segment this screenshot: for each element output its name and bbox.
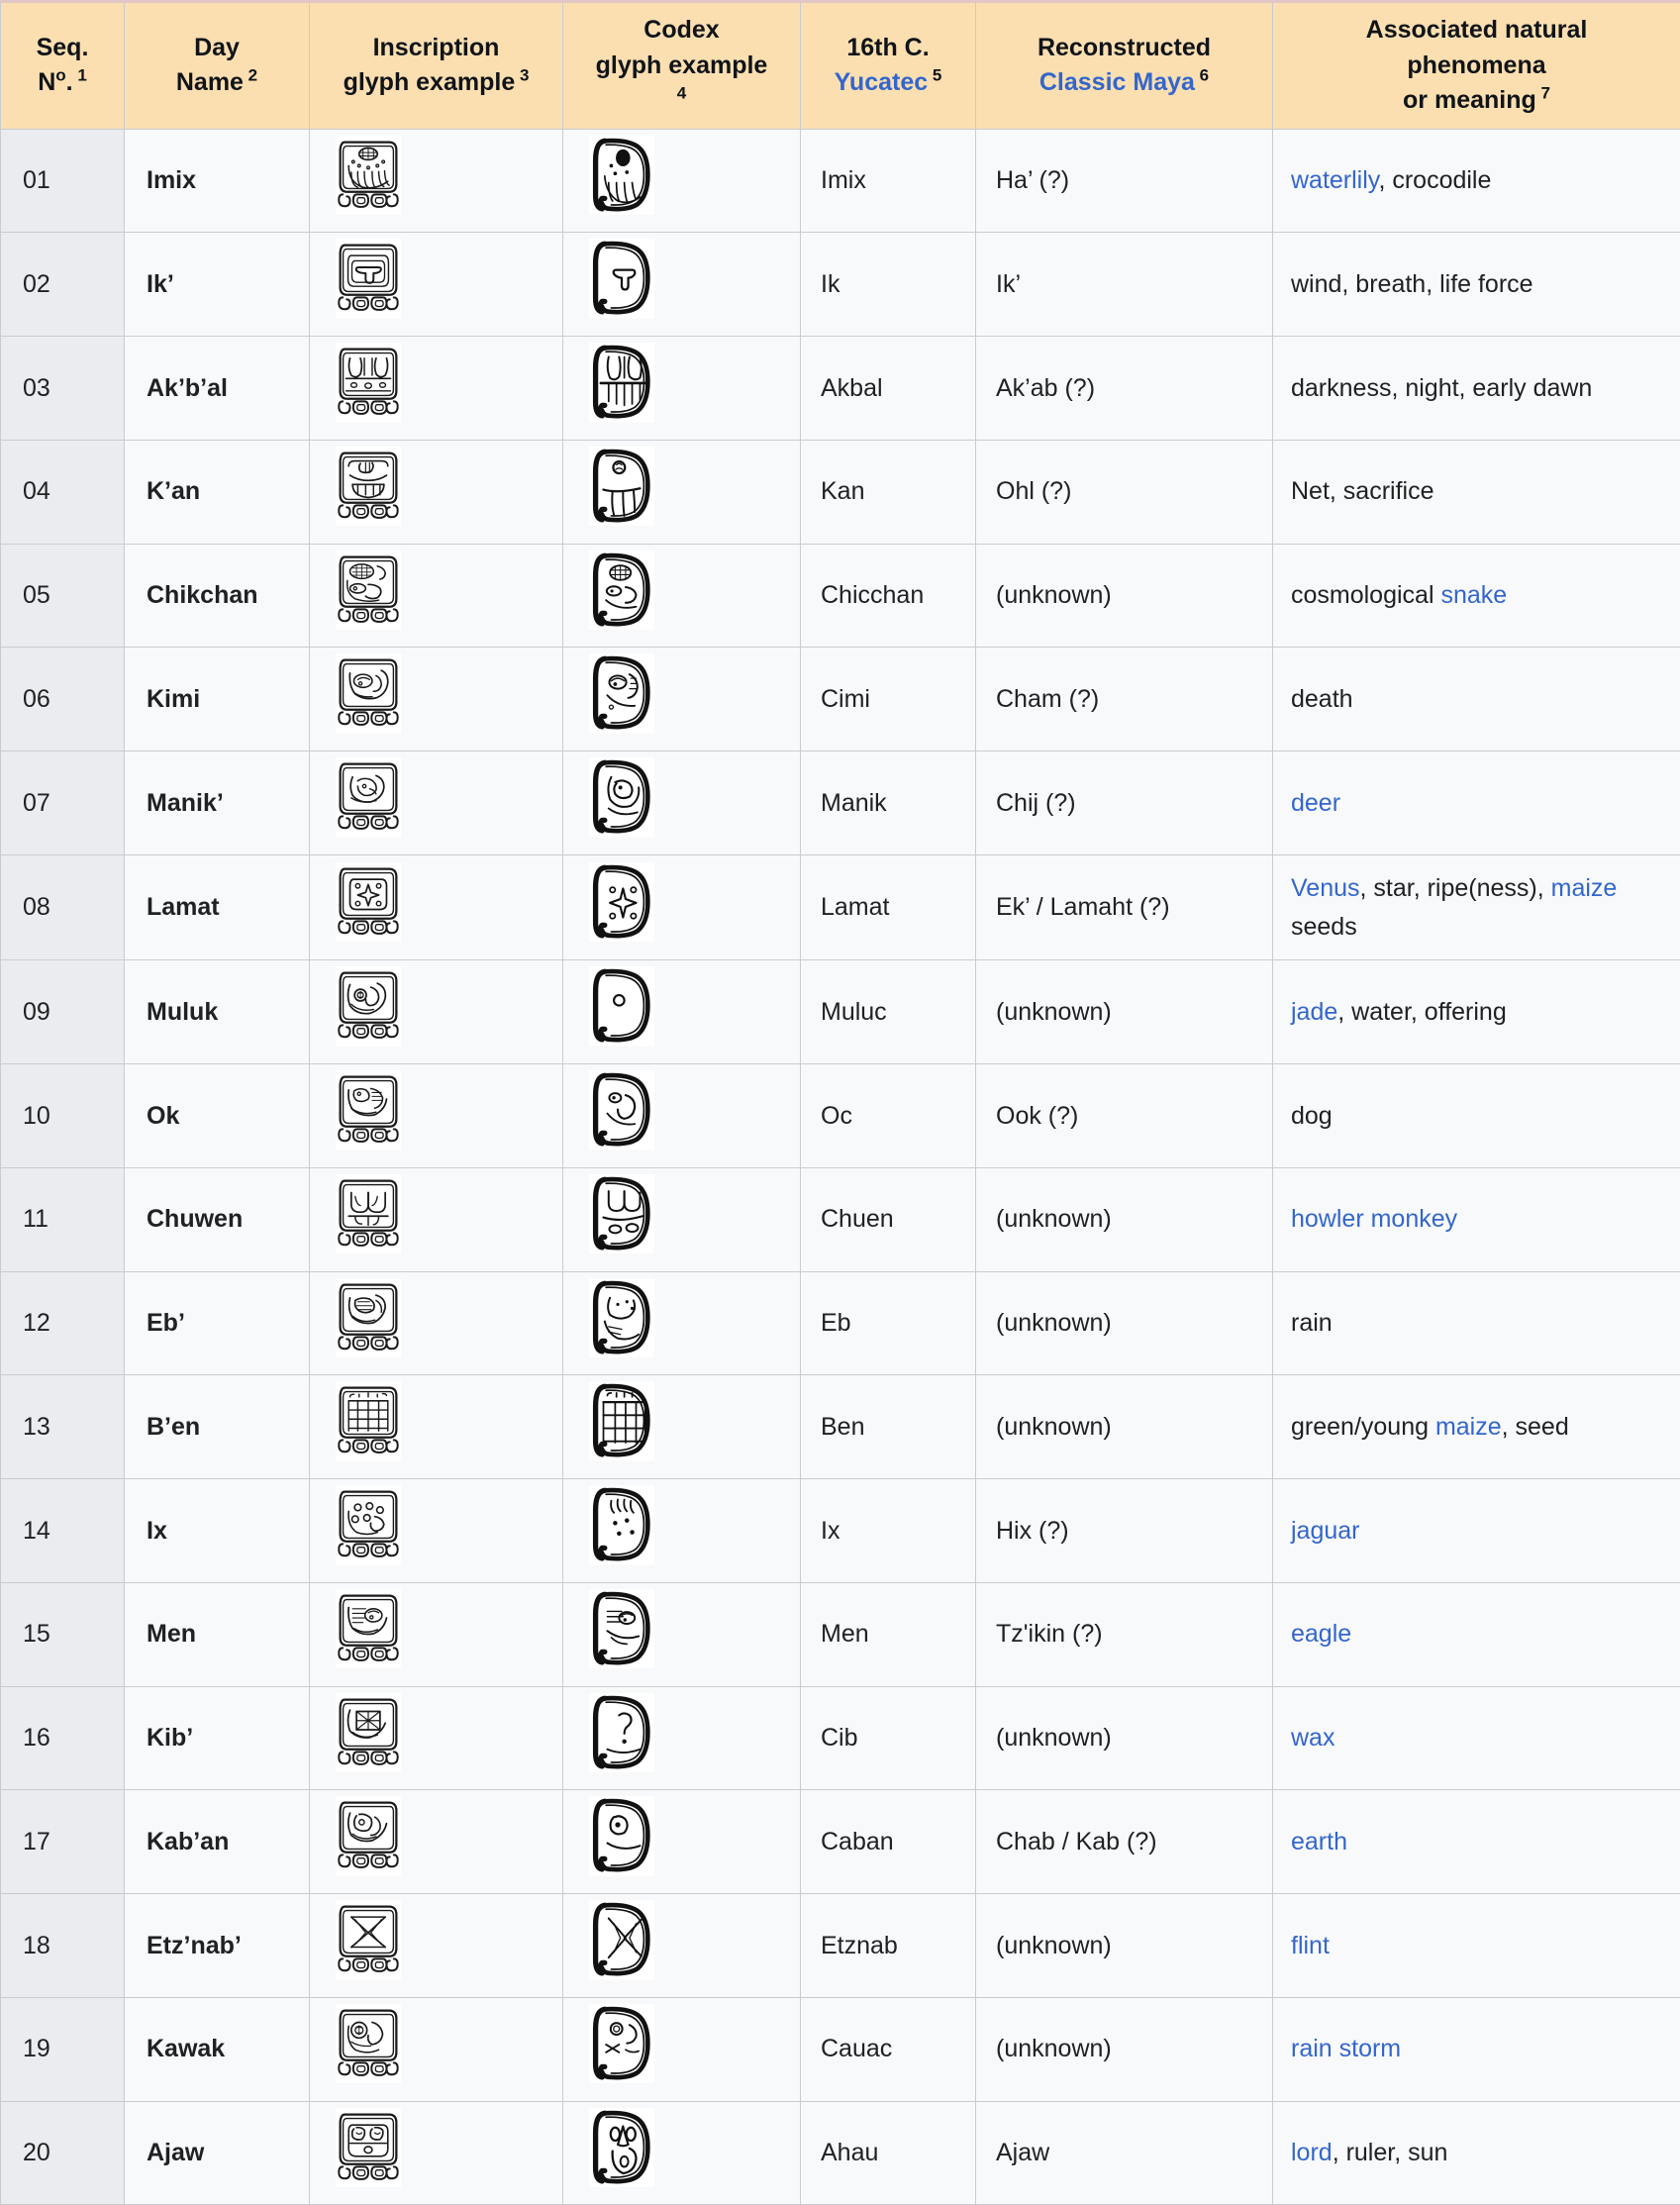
akbal-codex-glyph[interactable] [589, 343, 654, 422]
eb-codex-glyph[interactable] [589, 1278, 654, 1357]
table-row [1, 1686, 1680, 1790]
cell-associated-meaning [1273, 960, 1680, 1064]
cell-associated-meaning [1273, 1790, 1680, 1894]
cell-classic-maya: Ik’ [976, 233, 1273, 337]
cell-classic-maya: Chab / Kab (?) [976, 1790, 1273, 1894]
ix-codex-glyph[interactable] [589, 1485, 654, 1564]
header-line-1: Reconstructed [1038, 34, 1211, 61]
kan-codex-glyph[interactable] [589, 447, 654, 526]
meaning-link[interactable]: waterlily [1291, 166, 1378, 194]
cell-day-name: Ok [125, 1064, 310, 1168]
header-line-1: Inscription [373, 34, 500, 61]
cell-seq-no: 13 [1, 1375, 125, 1479]
cell-day-name: Kimi [125, 648, 310, 752]
cell-associated-meaning [1273, 1997, 1680, 2101]
cell-classic-maya: (unknown) [976, 544, 1273, 648]
footnote-marker: 1 [73, 66, 87, 85]
cell-yucatec: Cauac [801, 1997, 976, 2101]
table-row [1, 1894, 1680, 1998]
ik-codex-glyph[interactable] [589, 239, 654, 318]
header-line-1: Associated natural [1366, 16, 1588, 44]
table-row [1, 854, 1680, 960]
meaning-text: seeds [1291, 913, 1357, 941]
meaning-text: , crocodile [1378, 166, 1491, 194]
ben-inscription-glyph[interactable] [336, 1381, 401, 1460]
lamat-inscription-glyph[interactable] [336, 862, 401, 942]
cell-inscription-glyph [310, 129, 563, 233]
imix-inscription-glyph[interactable] [336, 136, 401, 215]
meaning-link[interactable]: maize [1551, 874, 1618, 902]
table-row [1, 1582, 1680, 1686]
cell-classic-maya: Hix (?) [976, 1479, 1273, 1583]
cell-day-name: Ajaw [125, 2101, 310, 2205]
table-header-row [1, 2, 1680, 130]
cell-classic-maya: Ohl (?) [976, 440, 1273, 544]
cell-associated-meaning [1273, 1582, 1680, 1686]
cell-inscription-glyph [310, 854, 563, 960]
table-row [1, 1064, 1680, 1168]
cell-inscription-glyph [310, 1271, 563, 1375]
ben-codex-glyph[interactable] [589, 1381, 654, 1460]
cell-day-name: Kib’ [125, 1686, 310, 1790]
cell-codex-glyph [563, 129, 801, 233]
cell-day-name: Kab’an [125, 1790, 310, 1894]
cell-yucatec: Lamat [801, 854, 976, 960]
table-body [1, 129, 1680, 2205]
meaning-text: , water, offering [1337, 998, 1506, 1026]
cell-yucatec: Ik [801, 233, 976, 337]
cell-day-name: Lamat [125, 854, 310, 960]
cell-inscription-glyph [310, 1894, 563, 1998]
header-line-2: Name [176, 68, 244, 96]
cell-associated-meaning [1273, 544, 1680, 648]
cell-seq-no: 04 [1, 440, 125, 544]
meaning-link[interactable]: maize [1435, 1413, 1502, 1441]
cell-seq-no: 10 [1, 1064, 125, 1168]
cell-associated-meaning [1273, 2101, 1680, 2205]
cell-associated-meaning [1273, 752, 1680, 855]
cell-inscription-glyph [310, 1479, 563, 1583]
cell-seq-no: 14 [1, 1479, 125, 1583]
cell-seq-no: 02 [1, 233, 125, 337]
cell-yucatec: Ahau [801, 2101, 976, 2205]
cell-yucatec: Muluc [801, 960, 976, 1064]
cell-codex-glyph [563, 1582, 801, 1686]
cell-seq-no: 12 [1, 1271, 125, 1375]
cell-associated-meaning [1273, 1167, 1680, 1271]
header-line-2: phenomena [1407, 51, 1545, 79]
cell-day-name: Ix [125, 1479, 310, 1583]
header-line-2: glyph example [344, 68, 516, 96]
kawak-codex-glyph[interactable] [589, 2004, 654, 2083]
muluk-codex-glyph[interactable] [589, 966, 654, 1046]
cell-inscription-glyph [310, 1582, 563, 1686]
cell-inscription-glyph [310, 752, 563, 855]
meaning-text: , ruler, sun [1333, 2139, 1448, 2166]
column-header-yucatec [801, 2, 976, 130]
cell-codex-glyph [563, 233, 801, 337]
header-line-2: glyph example [596, 51, 768, 79]
table-row [1, 440, 1680, 544]
cell-classic-maya: (unknown) [976, 1997, 1273, 2101]
classic-maya-link[interactable]: Classic Maya [1039, 68, 1195, 96]
cell-seq-no: 16 [1, 1686, 125, 1790]
cell-codex-glyph [563, 854, 801, 960]
muluk-inscription-glyph[interactable] [336, 966, 401, 1046]
column-header-inscription-glyph [310, 2, 563, 130]
cell-associated-meaning [1273, 440, 1680, 544]
ik-inscription-glyph[interactable] [336, 239, 401, 318]
cell-classic-maya: Chij (?) [976, 752, 1273, 855]
cell-inscription-glyph [310, 337, 563, 441]
footnote-marker: 3 [515, 66, 529, 85]
table-row [1, 129, 1680, 233]
cell-classic-maya: Tz'ikin (?) [976, 1582, 1273, 1686]
cell-yucatec: Cib [801, 1686, 976, 1790]
cell-day-name: Etz’nab’ [125, 1894, 310, 1998]
meaning-text: cosmological [1291, 581, 1440, 609]
cell-seq-no: 19 [1, 1997, 125, 2101]
kimi-codex-glyph[interactable] [589, 653, 654, 733]
cell-associated-meaning [1273, 1375, 1680, 1479]
cell-codex-glyph [563, 960, 801, 1064]
cell-codex-glyph [563, 1167, 801, 1271]
table-row [1, 1271, 1680, 1375]
cell-classic-maya: Ek’ / Lamaht (?) [976, 854, 1273, 960]
cell-codex-glyph [563, 1479, 801, 1583]
cell-seq-no: 18 [1, 1894, 125, 1998]
kaban-inscription-glyph[interactable] [336, 1796, 401, 1875]
cell-associated-meaning [1273, 129, 1680, 233]
meaning-link[interactable]: howler monkey [1291, 1205, 1457, 1233]
cell-seq-no: 07 [1, 752, 125, 855]
manik-codex-glyph[interactable] [589, 757, 654, 837]
cell-classic-maya: (unknown) [976, 1167, 1273, 1271]
cell-day-name: Eb’ [125, 1271, 310, 1375]
header-line-2: $N^o$. [38, 68, 72, 96]
footnote-marker: 5 [928, 66, 941, 85]
meaning-text: dog [1291, 1102, 1333, 1130]
ajaw-codex-glyph[interactable] [589, 2108, 654, 2187]
meaning-link[interactable]: rain storm [1291, 2035, 1401, 2062]
men-codex-glyph[interactable] [589, 1589, 654, 1668]
cell-yucatec: Kan [801, 440, 976, 544]
cell-day-name: Muluk [125, 960, 310, 1064]
cell-inscription-glyph [310, 960, 563, 1064]
cell-seq-no: 08 [1, 854, 125, 960]
footnote-marker: 4 [677, 84, 686, 103]
column-header-associated-meaning [1273, 2, 1680, 130]
etznab-codex-glyph[interactable] [589, 1900, 654, 1979]
cell-inscription-glyph [310, 440, 563, 544]
cell-classic-maya: Ak’ab (?) [976, 337, 1273, 441]
akbal-inscription-glyph[interactable] [336, 343, 401, 422]
cell-associated-meaning [1273, 337, 1680, 441]
kib-inscription-glyph[interactable] [336, 1693, 401, 1772]
meaning-text: wind, breath, life force [1291, 270, 1533, 298]
lamat-codex-glyph[interactable] [589, 862, 654, 942]
ok-inscription-glyph[interactable] [336, 1070, 401, 1150]
etznab-inscription-glyph[interactable] [336, 1900, 401, 1979]
cell-codex-glyph [563, 1790, 801, 1894]
kawak-inscription-glyph[interactable] [336, 2004, 401, 2083]
cell-day-name: K’an [125, 440, 310, 544]
table-row [1, 544, 1680, 648]
cell-classic-maya: Cham (?) [976, 648, 1273, 752]
cell-day-name: Ik’ [125, 233, 310, 337]
cell-yucatec: Ix [801, 1479, 976, 1583]
footnote-marker: 2 [244, 66, 257, 85]
cell-yucatec: Akbal [801, 337, 976, 441]
cell-yucatec: Men [801, 1582, 976, 1686]
cell-inscription-glyph [310, 1686, 563, 1790]
meaning-text: death [1291, 685, 1353, 713]
cell-day-name: Manik’ [125, 752, 310, 855]
column-header-seq-no [1, 2, 125, 130]
column-header-classic-maya [976, 2, 1273, 130]
cell-associated-meaning [1273, 1271, 1680, 1375]
imix-codex-glyph[interactable] [589, 136, 654, 215]
cell-associated-meaning [1273, 854, 1680, 960]
eb-inscription-glyph[interactable] [336, 1278, 401, 1357]
cell-classic-maya: (unknown) [976, 1894, 1273, 1998]
footnote-marker: 7 [1536, 84, 1550, 103]
cell-codex-glyph [563, 2101, 801, 2205]
cell-seq-no: 06 [1, 648, 125, 752]
meaning-link[interactable]: Venus [1291, 874, 1360, 902]
table-row [1, 752, 1680, 855]
cell-seq-no: 05 [1, 544, 125, 648]
cell-codex-glyph [563, 1271, 801, 1375]
meaning-link[interactable]: wax [1291, 1724, 1334, 1752]
table-row [1, 1375, 1680, 1479]
cell-inscription-glyph [310, 1375, 563, 1479]
yucatec-link[interactable]: Yucatec [835, 68, 929, 96]
cell-associated-meaning [1273, 1686, 1680, 1790]
cell-yucatec: Manik [801, 752, 976, 855]
chuwen-inscription-glyph[interactable] [336, 1174, 401, 1253]
cell-codex-glyph [563, 1375, 801, 1479]
cell-associated-meaning [1273, 1064, 1680, 1168]
meaning-text: rain [1291, 1309, 1333, 1337]
cell-codex-glyph [563, 648, 801, 752]
cell-inscription-glyph [310, 1167, 563, 1271]
meaning-text: , seed [1502, 1413, 1569, 1441]
header-line-1: Codex [643, 16, 719, 44]
cell-day-name: Ak’b’al [125, 337, 310, 441]
cell-inscription-glyph [310, 1064, 563, 1168]
cell-codex-glyph [563, 752, 801, 855]
meaning-link[interactable]: flint [1291, 1932, 1330, 1959]
header-line-1: Seq. [37, 34, 89, 61]
cell-yucatec: Cimi [801, 648, 976, 752]
cell-classic-maya: Ha’ (?) [976, 129, 1273, 233]
cell-yucatec: Oc [801, 1064, 976, 1168]
column-header-codex-glyph [563, 2, 801, 130]
cell-yucatec: Caban [801, 1790, 976, 1894]
meaning-link[interactable]: snake [1440, 581, 1507, 609]
cell-codex-glyph [563, 1997, 801, 2101]
meaning-link[interactable]: deer [1291, 789, 1340, 817]
table-row [1, 2101, 1680, 2205]
cell-inscription-glyph [310, 1997, 563, 2101]
meaning-text: green/young [1291, 1413, 1435, 1441]
ajaw-inscription-glyph[interactable] [336, 2108, 401, 2187]
meaning-link[interactable]: jaguar [1291, 1517, 1360, 1545]
cell-classic-maya: Ook (?) [976, 1064, 1273, 1168]
kan-inscription-glyph[interactable] [336, 447, 401, 526]
cell-day-name: Chikchan [125, 544, 310, 648]
cell-codex-glyph [563, 337, 801, 441]
chikchan-inscription-glyph[interactable] [336, 551, 401, 630]
cell-day-name: Kawak [125, 1997, 310, 2101]
cell-classic-maya: (unknown) [976, 1686, 1273, 1790]
meaning-link[interactable]: jade [1291, 998, 1337, 1026]
cell-classic-maya: (unknown) [976, 1375, 1273, 1479]
meaning-link[interactable]: lord [1291, 2139, 1333, 2166]
cell-day-name: Men [125, 1582, 310, 1686]
meaning-text: , star, ripe(ness), [1360, 874, 1551, 902]
cell-associated-meaning [1273, 1479, 1680, 1583]
cell-seq-no: 17 [1, 1790, 125, 1894]
meaning-link[interactable]: eagle [1291, 1620, 1351, 1648]
cell-inscription-glyph [310, 233, 563, 337]
ix-inscription-glyph[interactable] [336, 1485, 401, 1564]
cell-classic-maya: (unknown) [976, 1271, 1273, 1375]
cell-inscription-glyph [310, 648, 563, 752]
header-line-3: or meaning [1403, 86, 1536, 114]
table-row [1, 233, 1680, 337]
cell-day-name: Chuwen [125, 1167, 310, 1271]
meaning-text: Net, sacrifice [1291, 477, 1433, 505]
cell-inscription-glyph [310, 2101, 563, 2205]
table-row [1, 648, 1680, 752]
cell-day-name: Imix [125, 129, 310, 233]
header-line-1: 16th C. [846, 34, 929, 61]
column-header-day-name [125, 2, 310, 130]
cell-associated-meaning [1273, 1894, 1680, 1998]
cell-seq-no: 01 [1, 129, 125, 233]
cell-inscription-glyph [310, 1790, 563, 1894]
cell-yucatec: Chicchan [801, 544, 976, 648]
header-line-1: Day [194, 34, 240, 61]
kimi-inscription-glyph[interactable] [336, 653, 401, 733]
table-row [1, 1167, 1680, 1271]
table-row [1, 1479, 1680, 1583]
table-row [1, 1790, 1680, 1894]
cell-classic-maya: (unknown) [976, 960, 1273, 1064]
cell-seq-no: 20 [1, 2101, 125, 2205]
cell-codex-glyph [563, 1686, 801, 1790]
cell-day-name: B’en [125, 1375, 310, 1479]
manik-inscription-glyph[interactable] [336, 757, 401, 837]
cell-yucatec: Etznab [801, 1894, 976, 1998]
cell-yucatec: Eb [801, 1271, 976, 1375]
cell-seq-no: 09 [1, 960, 125, 1064]
kaban-codex-glyph[interactable] [589, 1796, 654, 1875]
cell-yucatec: Imix [801, 129, 976, 233]
ok-codex-glyph[interactable] [589, 1070, 654, 1150]
cell-codex-glyph [563, 440, 801, 544]
men-inscription-glyph[interactable] [336, 1589, 401, 1668]
cell-yucatec: Ben [801, 1375, 976, 1479]
cell-yucatec: Chuen [801, 1167, 976, 1271]
table-row [1, 960, 1680, 1064]
meaning-link[interactable]: earth [1291, 1828, 1347, 1855]
cell-codex-glyph [563, 544, 801, 648]
cell-seq-no: 15 [1, 1582, 125, 1686]
cell-seq-no: 03 [1, 337, 125, 441]
table-row [1, 1997, 1680, 2101]
cell-inscription-glyph [310, 544, 563, 648]
cell-seq-no: 11 [1, 1167, 125, 1271]
kib-codex-glyph[interactable] [589, 1693, 654, 1772]
chikchan-codex-glyph[interactable] [589, 551, 654, 630]
chuwen-codex-glyph[interactable] [589, 1174, 654, 1253]
cell-codex-glyph [563, 1894, 801, 1998]
table-row [1, 337, 1680, 441]
cell-associated-meaning [1273, 648, 1680, 752]
cell-associated-meaning [1273, 233, 1680, 337]
cell-classic-maya: Ajaw [976, 2101, 1273, 2205]
footnote-marker: 6 [1195, 66, 1209, 85]
cell-codex-glyph [563, 1064, 801, 1168]
meaning-text: darkness, night, early dawn [1291, 374, 1592, 402]
